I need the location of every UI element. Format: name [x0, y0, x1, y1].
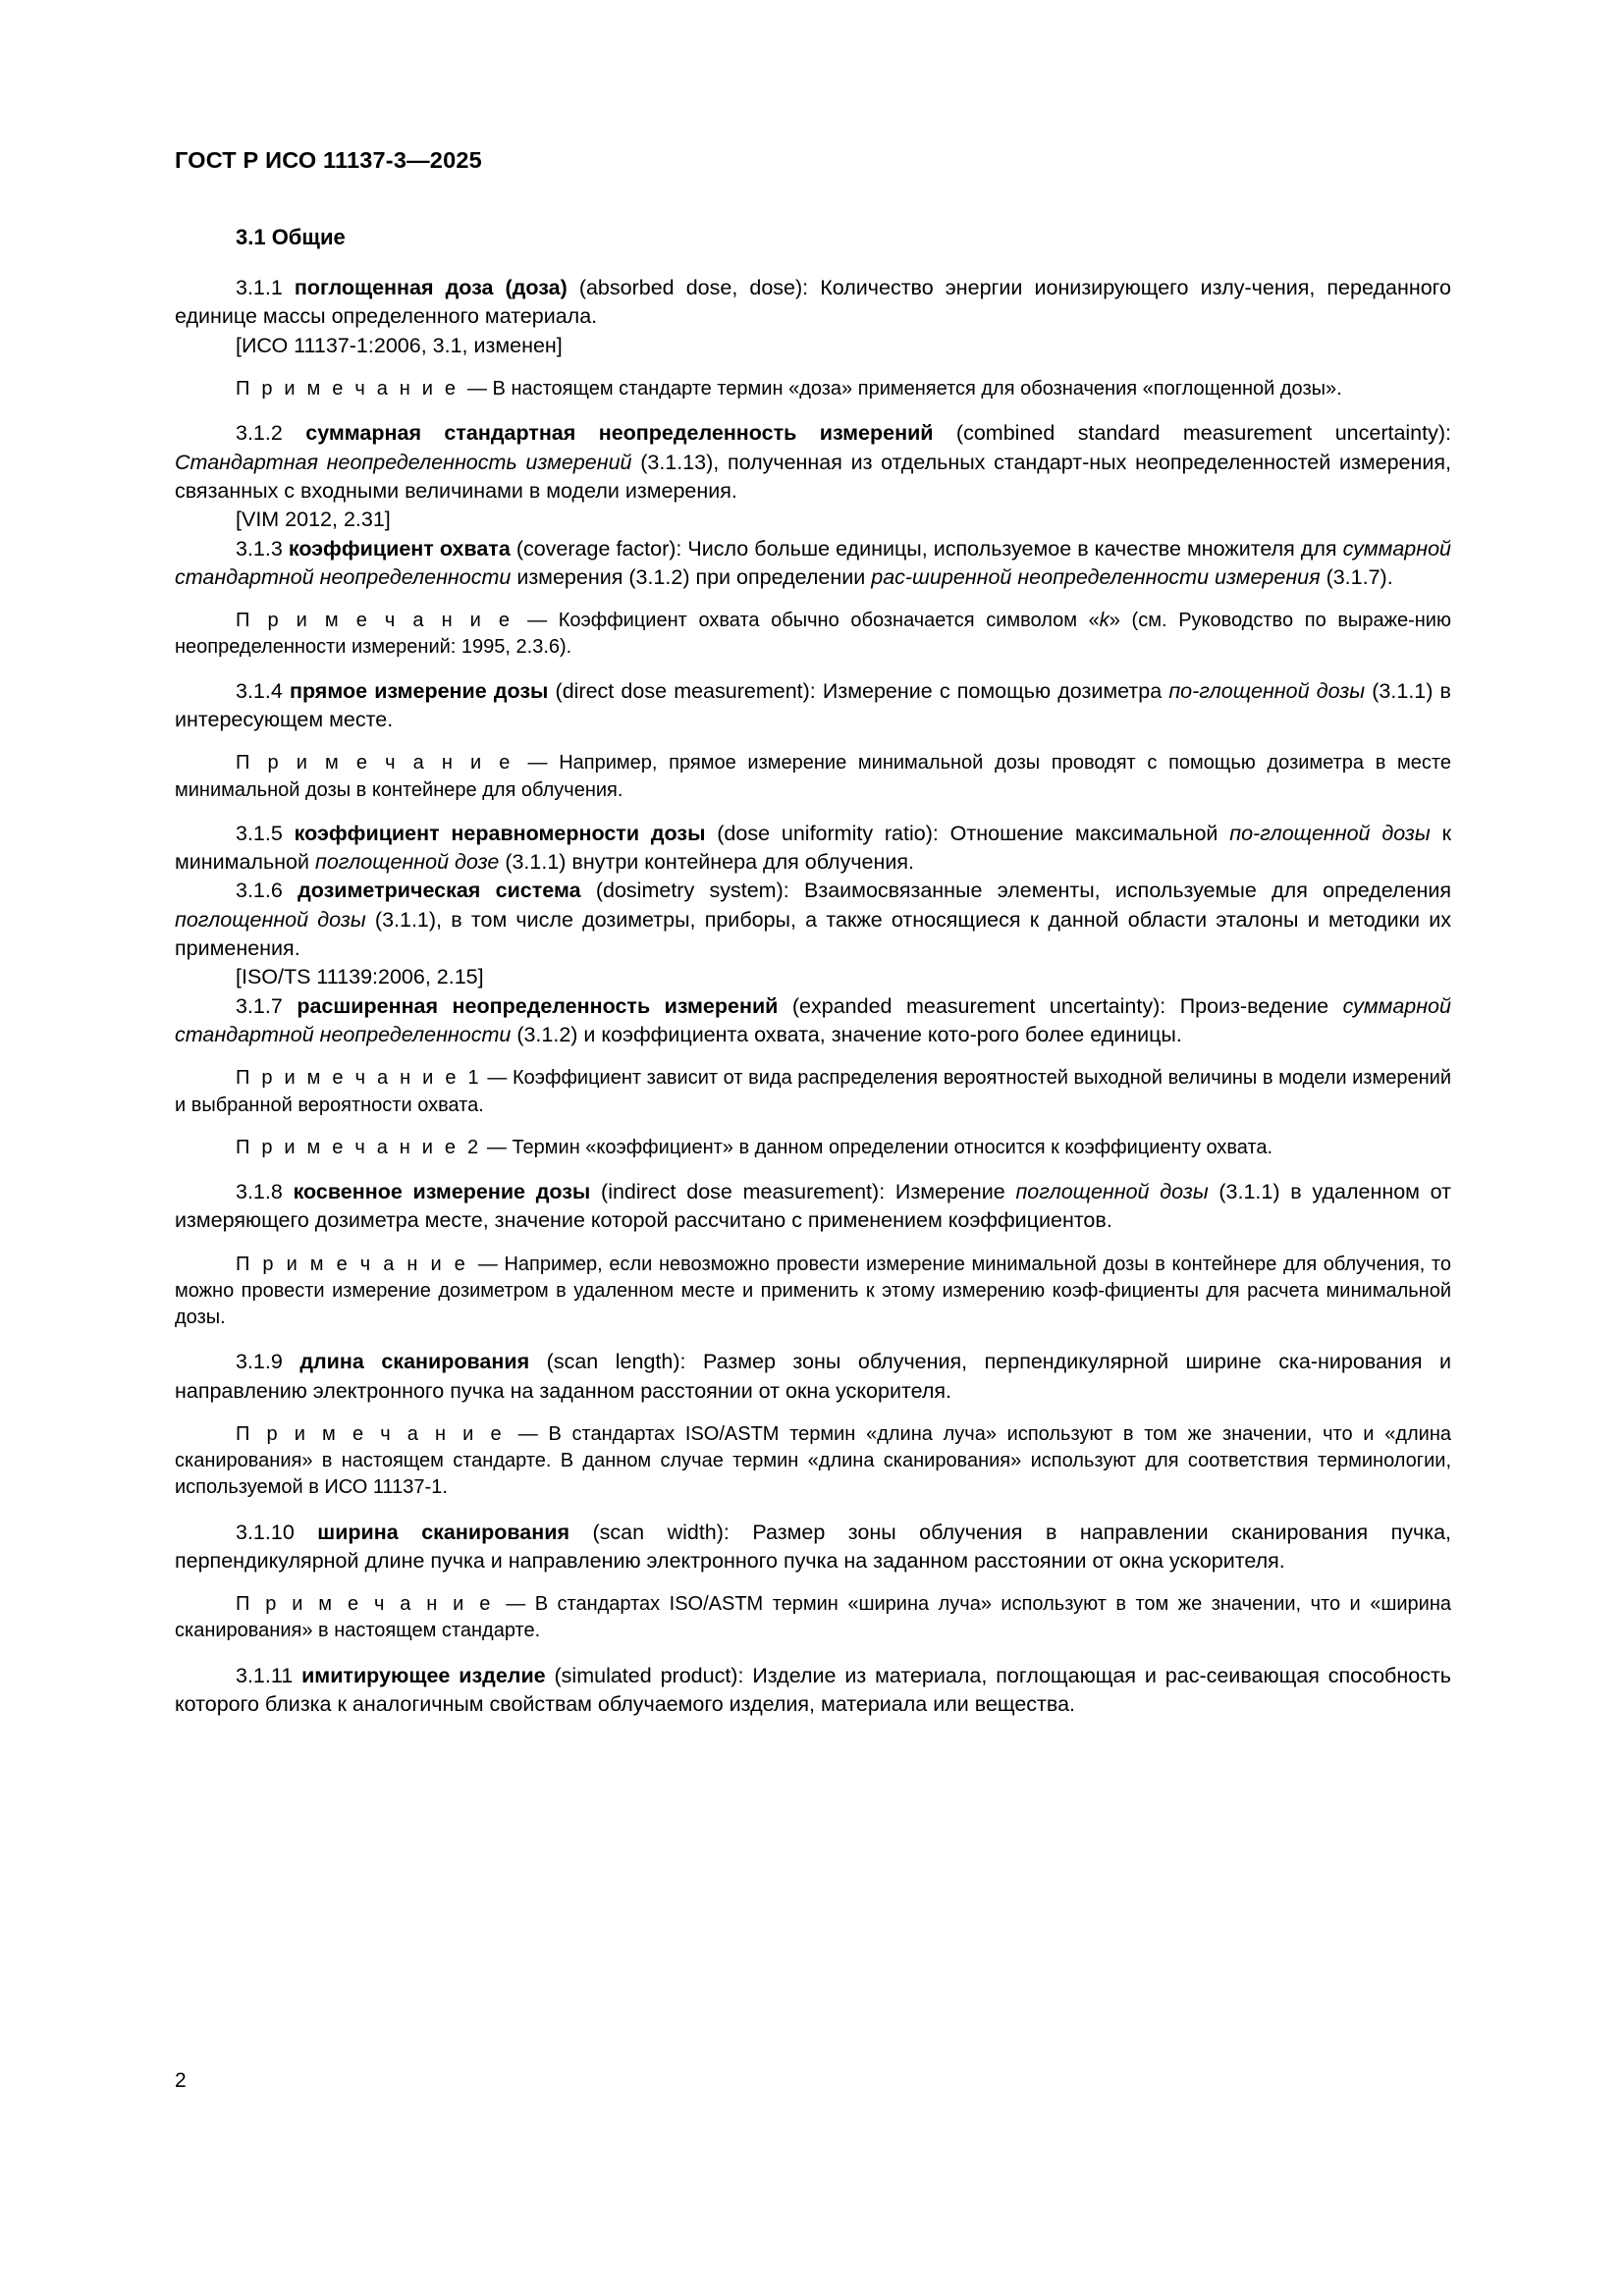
- term-note-3-1-4: [175, 750, 1451, 803]
- term-definition-b: (3.1.1) в интересующем месте.: [175, 678, 1451, 731]
- term-note-3-1-7-2: [175, 1135, 1451, 1161]
- term-definition-b: измерения (3.1.2) при определении: [511, 564, 872, 589]
- term-number: 3.1.9: [236, 1350, 300, 1374]
- note-label: П р и м е ч а н и е: [236, 1253, 478, 1275]
- term-entry-3-1-10: [175, 1519, 1451, 1576]
- term-number: 3.1.10: [236, 1520, 318, 1544]
- term-entry-3-1-6: [175, 877, 1451, 963]
- term-note-3-1-8: [175, 1252, 1451, 1332]
- term-definition-italic-a: по-глощенной дозы: [1168, 678, 1366, 703]
- term-definition: (absorbed dose, dose): Количество энергии ионизирующего излу-чения, переданного единице массы определенного материала.: [175, 276, 1451, 329]
- term-definition-italic-a: поглощенной дозы: [1015, 1180, 1209, 1204]
- note-label: П р и м е ч а н и е: [236, 752, 528, 774]
- term-note-3-1-1: [175, 376, 1451, 402]
- term-definition-a: (coverage factor): Число больше единицы, используемое в качестве множителя для: [510, 536, 1343, 561]
- note-label: П р и м е ч а н и е 1: [236, 1067, 482, 1090]
- term-name: косвенное измерение дозы: [293, 1180, 591, 1204]
- note-text-post: » (см. Руководство по выраже-нию неопределенности измерений: 1995, 2.3.6).: [175, 610, 1451, 659]
- page-number: 2: [175, 2069, 187, 2092]
- term-definition-rest: (3.1.13), полученная из отдельных стандарт-ных неопределенностей измерения, связанных с входными величинами в модели измерения.: [175, 450, 1452, 503]
- note-label: П р и м е ч а н и е 2: [236, 1136, 482, 1158]
- term-name: расширенная неопределенность измерений: [297, 993, 779, 1018]
- term-number: 3.1.2: [236, 421, 306, 446]
- term-note-3-1-9: [175, 1421, 1451, 1502]
- term-definition-a: (scan length): Размер зоны облучения, перпендикулярной ширине ска-нирования и направлению электронного пучка на заданном расстоянии от окна ускорителя.: [175, 1350, 1451, 1403]
- term-definition-a: (simulated product): Изделие из материала, поглощающая и рас-сеивающая способность которого близка к аналогичным свойствам облучаемого изделия, материала или вещества.: [175, 1663, 1452, 1716]
- note-text: — Термин «коэффициент» в данном определении относится к коэффициенту охвата.: [481, 1136, 1273, 1158]
- note-symbol: k: [1099, 610, 1110, 632]
- term-entry-3-1-5: [175, 820, 1451, 878]
- term-number: 3.1.11: [236, 1663, 302, 1687]
- term-definition-italic-a: суммарной стандартной неопределенности: [175, 536, 1451, 589]
- term-definition-c: (3.1.1) внутри контейнера для облучения.: [499, 850, 914, 875]
- term-number: 3.1.4: [236, 678, 290, 703]
- term-definition-italic-b: рас-ширенной неопределенности измерения: [871, 564, 1321, 589]
- term-source-3-1-1: [ИСО 11137-1:2006, 3.1, изменен]: [236, 333, 563, 357]
- term-definition-b: (3.1.1) в удаленном от измеряющего дозиметра месте, значение которой рассчитано с применением коэффициентов.: [175, 1180, 1452, 1233]
- note-text: — Например, если невозможно провести измерение минимальной дозы в контейнере для облучения, то можно провести измерение дозиметром в удаленном месте и применить к этому измерению коэф-фициенты для расчета минимальной дозы.: [175, 1253, 1451, 1329]
- page-content: [175, 147, 1451, 1719]
- term-definition-b: (3.1.2) и коэффициента охвата, значение кото-рого более единицы.: [511, 1023, 1182, 1047]
- term-definition-italic: Стандартная неопределенность измерений: [175, 450, 632, 474]
- term-number: 3.1.3: [236, 536, 289, 561]
- note-text: — В настоящем стандарте термин «доза» применяется для обозначения «поглощенной дозы».: [467, 378, 1342, 400]
- note-text: — В стандартах ISO/ASTM термин «ширина луча» используют в том же значении, что и «ширина сканирования» в настоящем стандарте.: [175, 1593, 1452, 1642]
- note-text: — Коэффициент зависит от вида распределения вероятностей выходной величины в модели измерений и выбранной вероятности охвата.: [175, 1067, 1451, 1116]
- term-definition-italic-a: суммарной стандартной неопределенности: [175, 993, 1451, 1047]
- term-number: 3.1.1: [236, 276, 295, 299]
- term-name: коэффициент охвата: [288, 536, 511, 561]
- term-definition-a: (dose uniformity ratio): Отношение максимальной: [705, 821, 1230, 845]
- term-definition-italic-a: по-глощенной дозы: [1229, 821, 1431, 845]
- term-definition-open: (combined standard measurement uncertainty):: [933, 421, 1451, 446]
- term-name: коэффициент неравномерности дозы: [294, 821, 706, 845]
- term-note-3-1-3: [175, 608, 1451, 661]
- term-name: суммарная стандартная неопределенность измерений: [305, 421, 934, 446]
- term-definition-b: к минимальной: [175, 821, 1451, 875]
- term-name: имитирующее изделие: [301, 1663, 546, 1687]
- term-definition-italic-b: поглощенной дозе: [314, 850, 500, 875]
- term-definition-italic-a: поглощенной дозы: [175, 907, 366, 932]
- term-entry-3-1-3: [175, 535, 1451, 593]
- term-number: 3.1.8: [236, 1180, 294, 1204]
- term-definition-b: (3.1.1), в том числе дозиметры, приборы, а также относящиеся к данной области эталоны и методики их применения.: [175, 907, 1451, 961]
- term-definition-a: (direct dose measurement): Измерение с помощью дозиметра: [548, 678, 1169, 703]
- term-number: 3.1.7: [236, 993, 298, 1018]
- note-text-pre: — Коэффициент охвата обычно обозначается символом «: [527, 610, 1100, 632]
- note-text: — В стандартах ISO/ASTM термин «длина луча» используют в том же значении, что и «длина сканирования» в настоящем стандарте. В данном случае термин «длина сканирования» используют для соответствия терминологии, используемой в ИСО 11137-1.: [175, 1422, 1452, 1499]
- term-source-3-1-2: [VIM 2012, 2.31]: [236, 507, 391, 532]
- note-label: П р и м е ч а н и е: [236, 1422, 518, 1445]
- term-source-3-1-6: [ISO/TS 11139:2006, 2.15]: [236, 965, 484, 989]
- term-entry-3-1-4: [175, 677, 1451, 735]
- term-number: 3.1.6: [236, 879, 298, 903]
- term-entry-3-1-2: [175, 419, 1451, 506]
- term-entry-3-1-7: [175, 992, 1451, 1050]
- term-number: 3.1.5: [236, 821, 295, 845]
- term-definition-a: (dosimetry system): Взаимосвязанные элементы, используемые для определения: [580, 879, 1451, 903]
- term-note-3-1-7-1: [175, 1065, 1451, 1118]
- term-name: дозиметрическая система: [298, 879, 581, 903]
- note-label: П р и м е ч а н и е: [236, 1593, 507, 1616]
- note-text: — Например, прямое измерение минимальной дозы проводят с помощью дозиметра в месте минимальной дозы в контейнере для облучения.: [175, 752, 1451, 801]
- term-name: длина сканирования: [299, 1350, 530, 1374]
- term-definition-a: (expanded measurement uncertainty): Произ-ведение: [778, 993, 1343, 1018]
- term-entry-3-1-8: [175, 1178, 1451, 1236]
- term-definition-a: (scan width): Размер зоны облучения в направлении сканирования пучка, перпендикулярной длине пучка и направлению электронного пучка на заданном расстоянии от окна ускорителя.: [175, 1520, 1452, 1573]
- term-name: поглощенная доза (доза): [294, 276, 568, 299]
- section-title: 3.1 Общие: [236, 225, 346, 249]
- term-name: ширина сканирования: [317, 1520, 569, 1544]
- note-label: П р и м е ч а н и е: [236, 610, 528, 632]
- term-entry-3-1-9: [175, 1348, 1451, 1406]
- term-entry-3-1-11: [175, 1662, 1451, 1720]
- document-header: ГОСТ Р ИСО 11137-3—2025: [175, 147, 482, 173]
- term-name: прямое измерение дозы: [289, 678, 549, 703]
- term-definition-a: (indirect dose measurement): Измерение: [590, 1180, 1016, 1204]
- term-definition-c: (3.1.7).: [1320, 564, 1393, 589]
- term-note-3-1-10: [175, 1591, 1451, 1644]
- note-label: П р и м е ч а н и е: [236, 378, 467, 400]
- term-entry-3-1-1: [175, 274, 1451, 332]
